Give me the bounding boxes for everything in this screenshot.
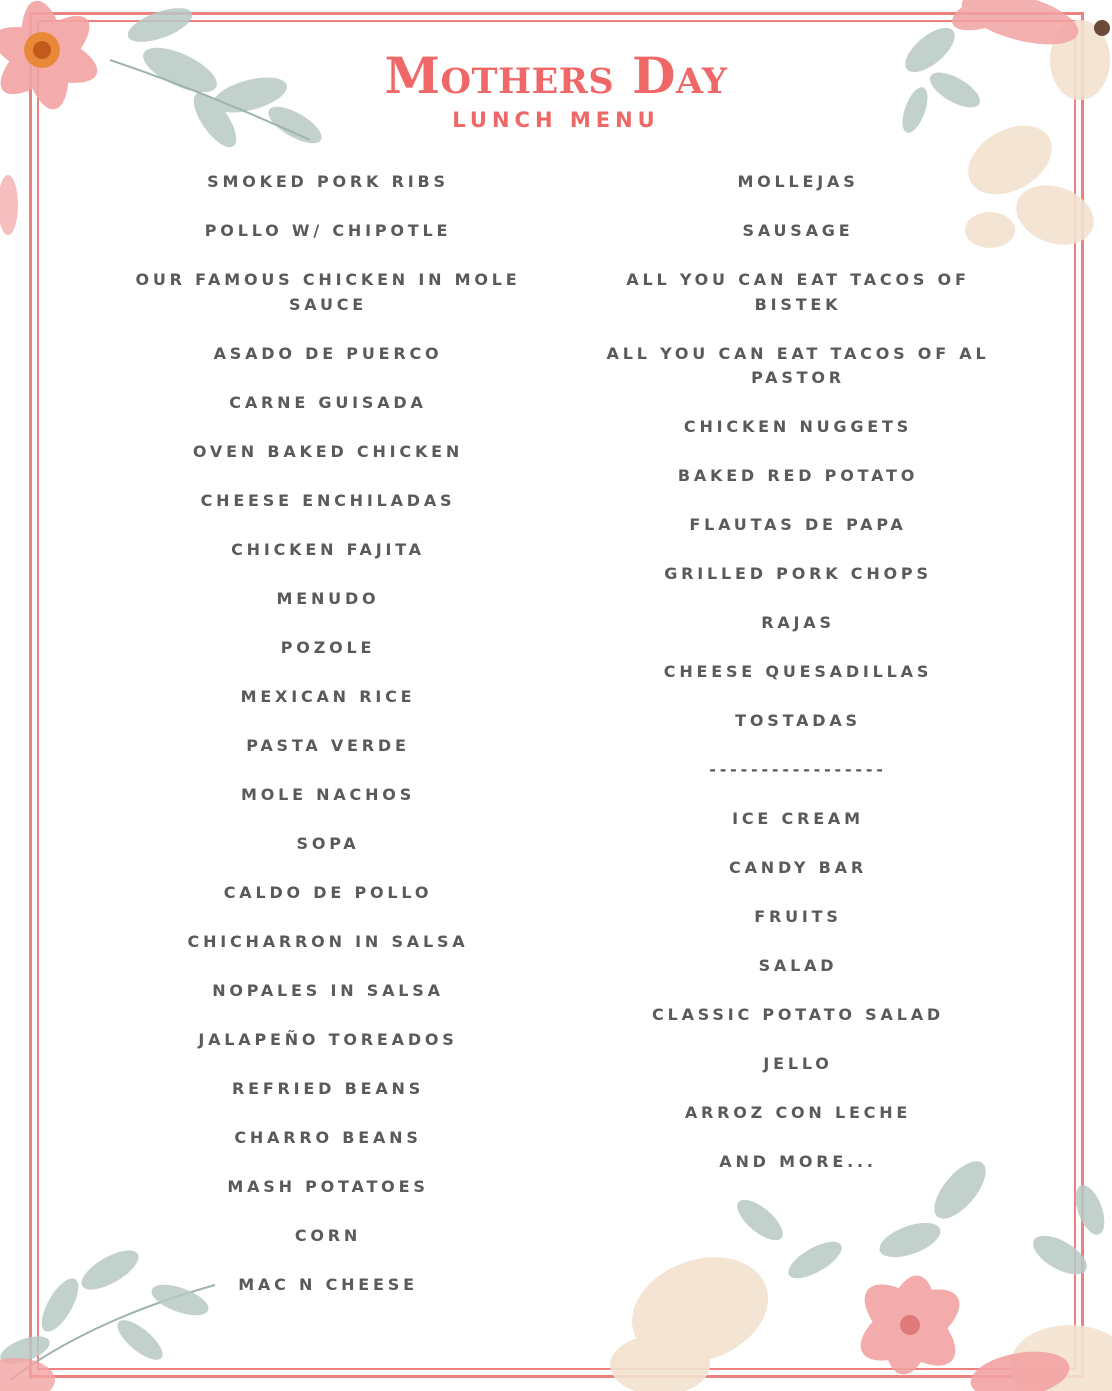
menu-item: ASADO DE PUERCO xyxy=(213,343,443,363)
page-title: Mothers Day xyxy=(384,46,728,105)
menu-item: CLASSIC POTATO SALAD xyxy=(652,1005,944,1024)
menu-item: OUR FAMOUS CHICKEN IN MOLE SAUCE xyxy=(135,270,521,314)
menu-item: CHICKEN NUGGETS xyxy=(683,417,913,436)
menu-item: PASTA VERDE xyxy=(246,735,410,755)
menu-item: CALDO DE POLLO xyxy=(223,882,433,902)
menu-item: SALAD xyxy=(758,956,838,975)
menu-item: MASH POTATOES xyxy=(227,1176,429,1196)
menu-item: CANDY BAR xyxy=(729,858,867,877)
menu-item: OVEN BAKED CHICKEN xyxy=(192,441,464,461)
menu-item: ICE CREAM xyxy=(732,809,864,828)
menu-item: FLAUTAS DE PAPA xyxy=(689,515,907,534)
menu-item: TOSTADAS xyxy=(735,711,861,730)
menu-item: ALL YOU CAN EAT TACOS OF AL PASTOR xyxy=(606,343,990,387)
menu-item: NOPALES IN SALSA xyxy=(212,980,444,1000)
menu-column-left xyxy=(128,170,528,1322)
menu-item: SAUSAGE xyxy=(742,221,854,240)
page-subtitle: LUNCH MENU xyxy=(452,108,660,132)
menu-item: CHARRO BEANS xyxy=(234,1127,422,1147)
menu-item: MAC N CHEESE xyxy=(238,1274,418,1294)
menu-item: REFRIED BEANS xyxy=(231,1078,425,1098)
menu-item: ARROZ CON LECHE xyxy=(684,1103,912,1122)
menu-item: BAKED RED POTATO xyxy=(677,466,919,485)
menu-item: ALL YOU CAN EAT TACOS OF BISTEK xyxy=(626,270,970,314)
menu-item: POZOLE xyxy=(280,637,376,657)
menu-item: AND MORE... xyxy=(719,1152,877,1171)
menu-item: CHICKEN FAJITA xyxy=(231,539,425,559)
menu-item: GRILLED PORK CHOPS xyxy=(664,564,932,583)
menu-item: JELLO xyxy=(763,1054,833,1073)
menu-item: SOPA xyxy=(296,833,360,853)
menu-item: CHICHARRON IN SALSA xyxy=(187,931,469,951)
menu-column-right xyxy=(598,170,998,1199)
menu-item: MENUDO xyxy=(276,588,380,608)
menu-item: MEXICAN RICE xyxy=(240,686,416,706)
menu-divider: ----------------- xyxy=(709,760,887,779)
menu-item: CARNE GUISADA xyxy=(229,392,427,412)
menu-item: FRUITS xyxy=(754,907,842,926)
menu-item: CHEESE QUESADILLAS xyxy=(663,662,933,681)
menu-item: CORN xyxy=(294,1225,362,1245)
menu-item: CHEESE ENCHILADAS xyxy=(200,490,456,510)
menu-item: JALAPEÑO TOREADOS xyxy=(198,1029,458,1049)
menu-item: MOLLEJAS xyxy=(737,172,859,191)
menu-item: POLLO W/ CHIPOTLE xyxy=(204,221,452,240)
menu-item: RAJAS xyxy=(761,613,835,632)
menu-item: MOLE NACHOS xyxy=(240,784,416,804)
menu-item: SMOKED PORK RIBS xyxy=(207,172,449,191)
